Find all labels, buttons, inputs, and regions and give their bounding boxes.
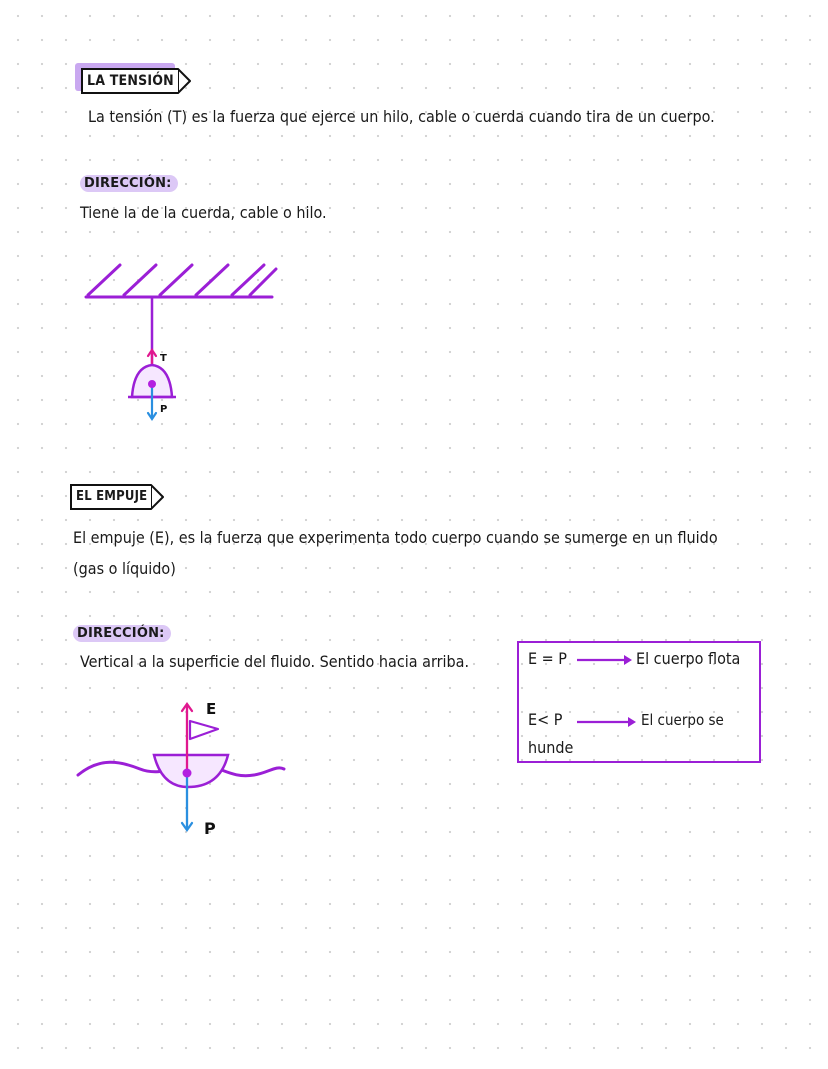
rule2-condition: E< P [528, 710, 563, 729]
tension-definition: La tensión (T) es la fuerza que ejerce un hilo, cable o cuerda cuando tira de un cuerpo. [88, 107, 715, 126]
rule1-result: El cuerpo flota [636, 649, 741, 668]
tag-arrow-icon [151, 484, 165, 510]
rule1-arrow-icon [577, 654, 633, 666]
section-title-tension [81, 68, 192, 94]
buoyancy-definition-line1: El empuje (E), es la fuerza que experimenta todo cuerpo cuando se sumerge en un fluido [73, 528, 718, 547]
flag-icon [190, 721, 218, 739]
rule2-result: El cuerpo se [641, 711, 724, 729]
tension-t-label: T [160, 353, 167, 364]
tension-p-label: P [160, 404, 168, 415]
tension-diagram [80, 255, 290, 425]
rule2-arrow-icon [577, 716, 637, 728]
buoyancy-direction-text: Vertical a la superficie del fluido. Sentido hacia arriba. [80, 652, 470, 671]
tension-direction-label: DIRECCIÓN: [80, 175, 178, 192]
buoyancy-diagram [70, 695, 300, 845]
buoyancy-direction-label: DIRECCIÓN: [73, 625, 171, 642]
tag-arrow-icon [178, 68, 192, 94]
buoyancy-p-label: P [204, 819, 216, 838]
buoyancy-definition-line2: (gas o líquido) [73, 559, 176, 578]
rule1-condition: E = P [528, 649, 567, 668]
buoyancy-rules-box [517, 641, 761, 763]
rule2-continuation: hunde [528, 738, 574, 757]
title-buoyancy-label: EL EMPUJE [70, 484, 151, 510]
ceiling-icon [86, 265, 276, 297]
buoyancy-e-label: E [206, 700, 217, 718]
title-tension-label: LA TENSIÓN [81, 68, 178, 94]
tension-direction-text: Tiene la de la cuerda, cable o hilo. [80, 203, 327, 222]
section-title-buoyancy [70, 484, 165, 510]
